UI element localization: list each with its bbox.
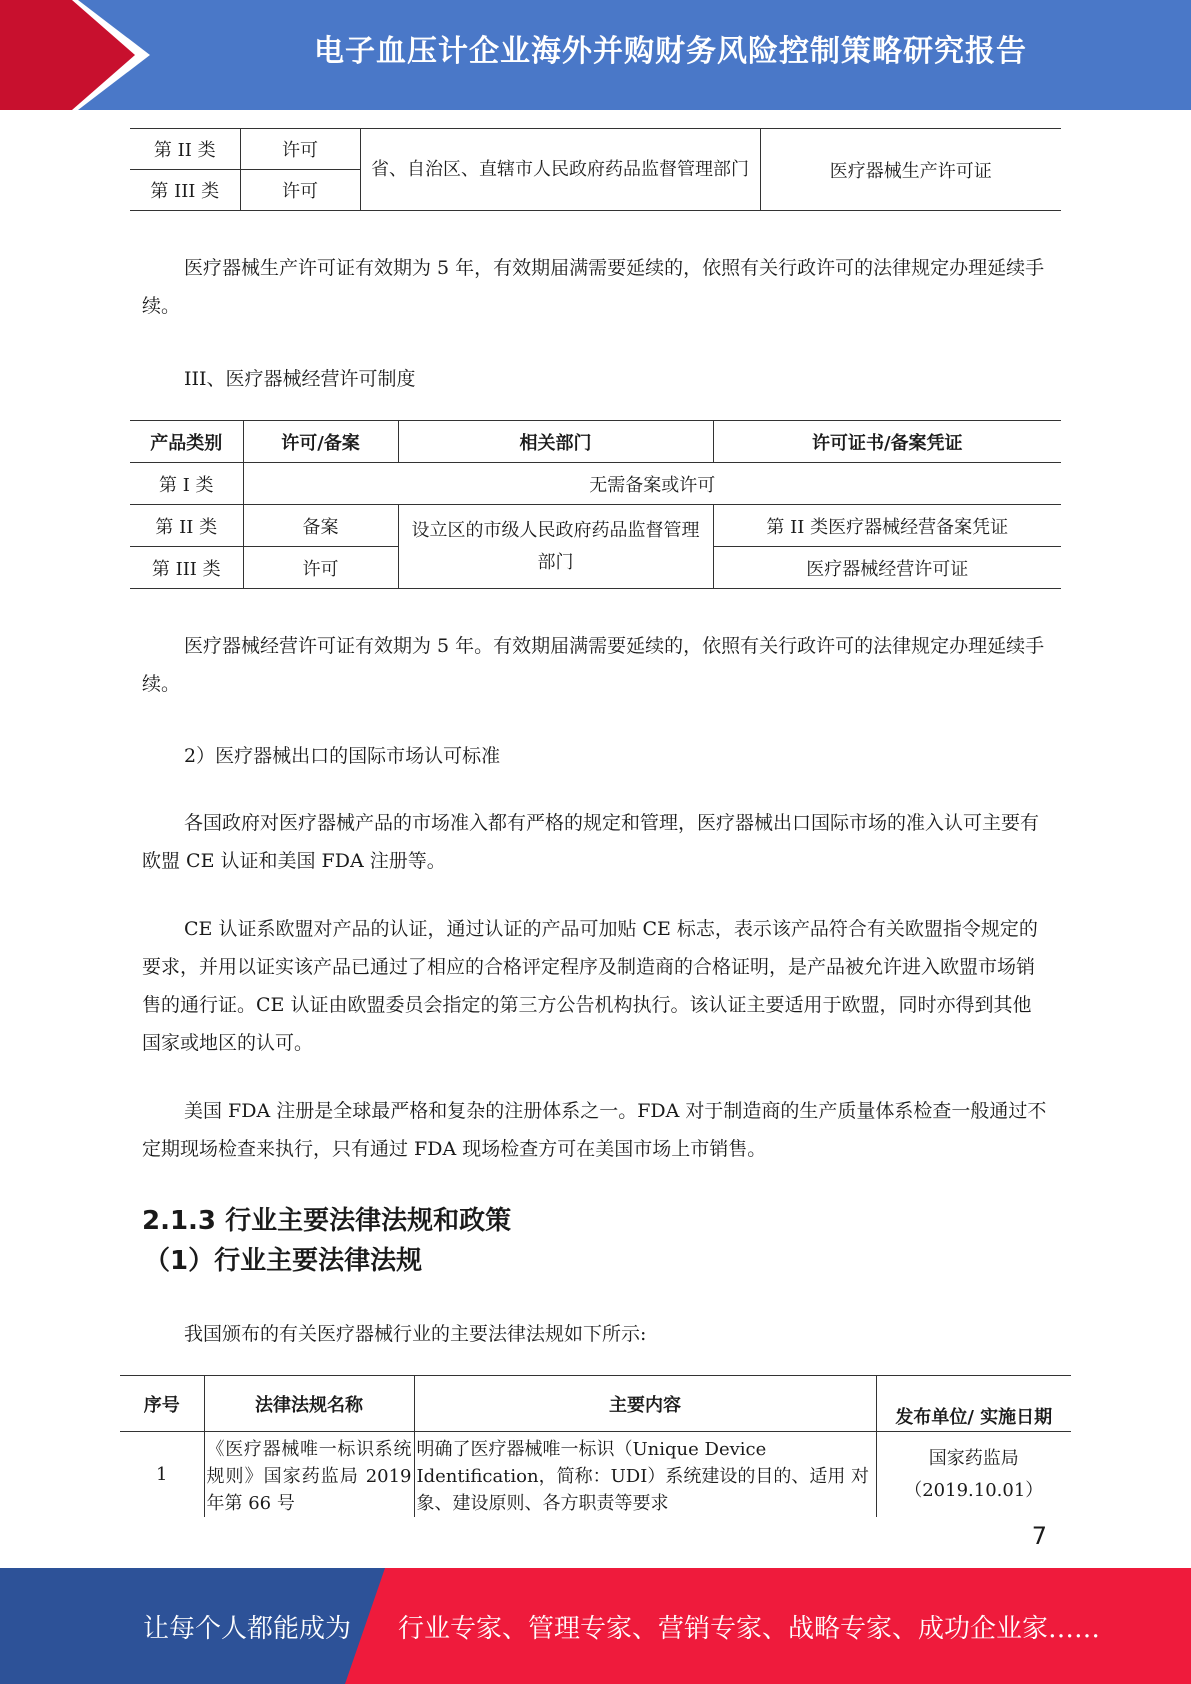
regulations-table: [120, 1375, 1071, 1517]
table-cell: 第 I 类: [130, 463, 243, 505]
page-number: 7: [1031, 1522, 1047, 1550]
footer-slogan-right: 行业专家、管理专家、营销专家、战略专家、成功企业家……: [398, 1614, 1101, 1644]
paragraph: 美国 FDA 注册是全球最严格和复杂的注册体系之一。FDA 对于制造商的生产质量体系检查一般通过不定期现场检查来执行，只有通过 FDA 现场检查方可在美国市场上市销售。: [142, 1100, 1047, 1160]
table-cell: 省、自治区、直辖市人民政府药品监督管理部门: [360, 129, 760, 211]
paragraph: 我国颁布的有关医疗器械行业的主要法律法规如下所示:: [184, 1323, 647, 1345]
table-cell: 许可: [240, 170, 360, 211]
page-footer: [0, 1568, 1191, 1684]
paragraph: 医疗器械生产许可证有效期为 5 年，有效期届满需要延续的，依照有关行政许可的法律规定办理延续手续。: [142, 257, 1045, 317]
paragraph: 医疗器械经营许可证有效期为 5 年。有效期届满需要延续的，依照有关行政许可的法律规定办理延续手续。: [142, 635, 1045, 695]
issuer: 国家药监局: [928, 1447, 1019, 1469]
table-cell: 第 III 类: [130, 170, 240, 211]
column-header: 主要内容: [414, 1376, 876, 1432]
footer-slogan-left: 让每个人都能成为: [143, 1614, 352, 1644]
table-header-row: [130, 421, 1061, 463]
table-row: [130, 129, 1061, 170]
table-cell: 医疗器械经营许可证: [713, 547, 1061, 589]
column-header: 产品类别: [130, 421, 243, 463]
table-cell: 第 II 类: [130, 129, 240, 170]
table-cell: 1: [120, 1432, 204, 1518]
operation-license-table: [130, 420, 1061, 589]
table-cell: 许可: [243, 547, 398, 589]
production-license-table: [130, 128, 1061, 211]
paragraph: CE 认证系欧盟对产品的认证，通过认证的产品可加贴 CE 标志，表示该产品符合有关欧盟指令规定的要求，并用以证实该产品已通过了相应的合格评定程序及制造商的合格证明，是产品被允许进入欧盟市场销售的通行证。CE 认证由欧盟委员会指定的第三方公告机构执行。该认证主要适用于欧盟，同时亦得到其他国家或地区的认可。: [142, 918, 1038, 1054]
table-cell: 许可: [240, 129, 360, 170]
column-header: 许可/备案: [243, 421, 398, 463]
table-row: [120, 1432, 1071, 1518]
column-header: 发布单位/ 实施日期: [876, 1376, 1071, 1432]
table-cell: 设立区的市级人民政府药品监督管理部门: [398, 505, 713, 589]
table-cell: 医疗器械生产许可证: [760, 129, 1061, 211]
section-title: 2.1.3 行业主要法律法规和政策: [142, 1206, 512, 1236]
subheading: 2）医疗器械出口的国际市场认可标准: [184, 745, 501, 767]
table-cell: 第 II 类: [130, 505, 243, 547]
column-header: 许可证书/备案凭证: [713, 421, 1061, 463]
effective-date: （2019.10.01）: [904, 1479, 1044, 1501]
column-header: 法律法规名称: [204, 1376, 414, 1432]
subheading: III、医疗器械经营许可制度: [184, 368, 416, 390]
table-row: [130, 463, 1061, 505]
column-header: 序号: [120, 1376, 204, 1432]
table-cell: 《医疗器械唯一标识系统规则》国家药监局 2019 年第 66 号: [204, 1432, 414, 1518]
table-cell: 无需备案或许可: [243, 463, 1061, 505]
column-header: 相关部门: [398, 421, 713, 463]
report-title: 电子血压计企业海外并购财务风险控制策略研究报告: [314, 34, 1027, 69]
table-cell: 明确了医疗器械唯一标识（Unique Device Identification，简称：UDI）系统建设的目的、适用 对象、建设原则、各方职责等要求: [414, 1432, 876, 1518]
table-cell: 第 II 类医疗器械经营备案凭证: [713, 505, 1061, 547]
table-cell: 备案: [243, 505, 398, 547]
subsection-title: （1）行业主要法律法规: [144, 1246, 423, 1276]
table-row: [130, 505, 1061, 547]
paragraph: 各国政府对医疗器械产品的市场准入都有严格的规定和管理，医疗器械出口国际市场的准入认可主要有欧盟 CE 认证和美国 FDA 注册等。: [142, 812, 1040, 872]
table-header-row: [120, 1376, 1071, 1432]
table-cell: 第 III 类: [130, 547, 243, 589]
page-header: [0, 0, 1191, 110]
table-cell: [876, 1432, 1071, 1518]
header-chevron-red: [0, 0, 135, 110]
